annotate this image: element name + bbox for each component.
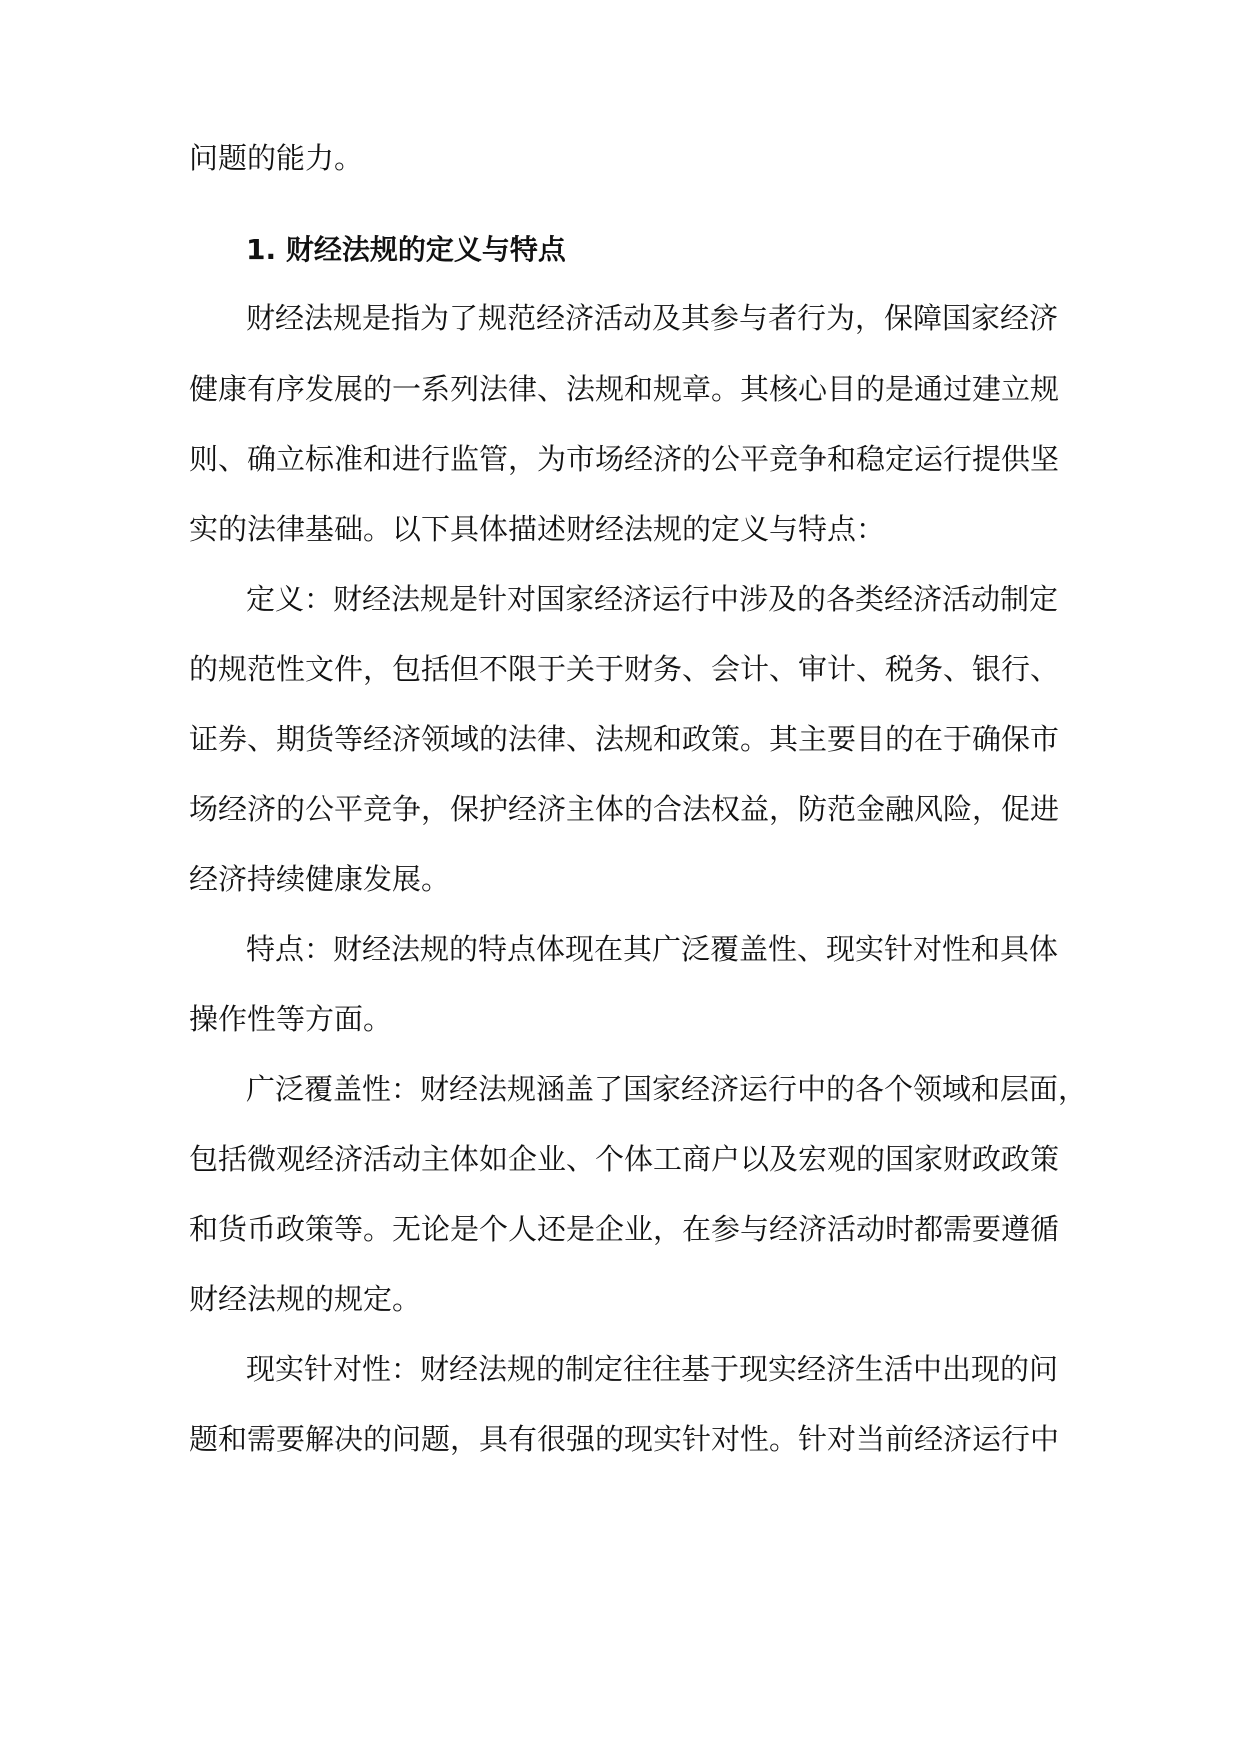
paragraph-line: 操作性等方面。 — [189, 1002, 393, 1036]
paragraph-line: 题和需要解决的问题，具有很强的现实针对性。针对当前经济运行中 — [189, 1422, 1060, 1456]
paragraph-continuation-line: 问题的能力。 — [189, 141, 364, 175]
paragraph-line: 包括微观经济活动主体如企业、个体工商户以及宏观的国家财政政策 — [189, 1142, 1060, 1176]
paragraph-line: 则、确立标准和进行监管，为市场经济的公平竞争和稳定运行提供坚 — [189, 442, 1060, 476]
paragraph-line: 现实针对性：财经法规的制定往往基于现实经济生活中出现的问 — [246, 1352, 1059, 1386]
paragraph-line: 的规范性文件，包括但不限于关于财务、会计、审计、税务、银行、 — [189, 652, 1060, 686]
paragraph-line: 特点：财经法规的特点体现在其广泛覆盖性、现实针对性和具体 — [246, 932, 1059, 966]
paragraph-line: 场经济的公平竞争，保护经济主体的合法权益，防范金融风险，促进 — [189, 792, 1060, 826]
paragraph-line: 证券、期货等经济领域的法律、法规和政策。其主要目的在于确保市 — [189, 722, 1060, 756]
paragraph-line: 财经法规的规定。 — [189, 1282, 422, 1316]
section-heading: 1. 财经法规的定义与特点 — [246, 233, 566, 266]
paragraph-line: 财经法规是指为了规范经济活动及其参与者行为，保障国家经济 — [246, 301, 1059, 335]
paragraph-line: 定义：财经法规是针对国家经济运行中涉及的各类经济活动制定 — [246, 582, 1059, 616]
paragraph-line: 经济持续健康发展。 — [189, 862, 451, 896]
paragraph-line: 健康有序发展的一系列法律、法规和规章。其核心目的是通过建立规 — [189, 372, 1060, 406]
paragraph-line: 实的法律基础。以下具体描述财经法规的定义与特点： — [189, 512, 886, 546]
paragraph-line: 广泛覆盖性：财经法规涵盖了国家经济运行中的各个领域和层面， — [246, 1072, 1088, 1106]
paragraph-line: 和货币政策等。无论是个人还是企业，在参与经济活动时都需要遵循 — [189, 1212, 1060, 1246]
